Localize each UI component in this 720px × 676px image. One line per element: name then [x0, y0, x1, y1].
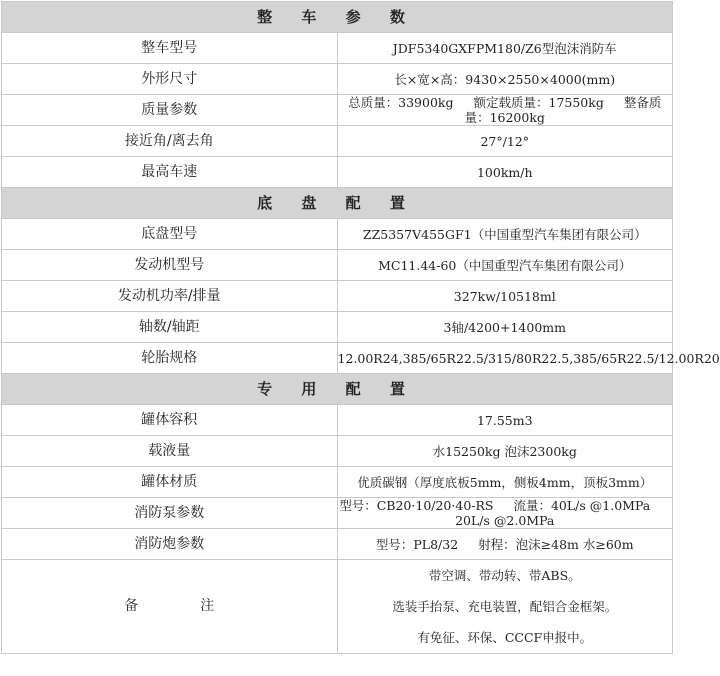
section-title-vehicle: 整 车 参 数: [2, 2, 673, 33]
monitor-value: [337, 529, 673, 560]
mass-curb: 整备质量：16200kg: [464, 95, 662, 125]
table-row: [2, 529, 673, 560]
dims-value: 长×宽×高：9430×2550×4000(mm): [337, 64, 673, 95]
notes-row: [2, 560, 673, 654]
notes-label: [2, 560, 338, 654]
load-value: 水15250kg 泡沫2300kg: [337, 436, 673, 467]
angles-label: 接近角/离去角: [2, 126, 338, 157]
mass-gross: 总质量：33900kg: [348, 95, 454, 110]
spec-table: [1, 1, 720, 654]
table-row: [2, 33, 673, 64]
mass-value: [337, 95, 673, 126]
tank-label: 罐体容积: [2, 405, 338, 436]
table-row: [2, 157, 673, 188]
angles-value: 27°/12°: [337, 126, 673, 157]
section-header-chassis: [2, 188, 673, 219]
dims-label: 外形尺寸: [2, 64, 338, 95]
notes-line-1: 带空调、带动转、带ABS。: [428, 568, 581, 583]
table-row: [2, 312, 673, 343]
mass-rated: 额定载质量：17550kg: [473, 95, 604, 110]
axle-label: 轴数/轴距: [2, 312, 338, 343]
pump-model: 型号：CB20·10/20·40-RS: [339, 498, 494, 513]
speed-label: 最高车速: [2, 157, 338, 188]
mass-label: 质量参数: [2, 95, 338, 126]
section-title-special: 专 用 配 置: [2, 374, 673, 405]
power-value: 327kw/10518ml: [337, 281, 673, 312]
notes-line-2: 选装手抬泵、充电装置，配铝合金框架。: [392, 599, 618, 614]
notes-line-3: 有免征、环保、CCCF申报中。: [417, 630, 593, 645]
tires-label: 轮胎规格: [2, 343, 338, 374]
table-row: [2, 64, 673, 95]
monitor-model: 型号：PL8/32: [375, 536, 459, 552]
notes-value: [337, 560, 673, 654]
load-label: 载液量: [2, 436, 338, 467]
engine-value: MC11.44-60（中国重型汽车集团有限公司）: [337, 250, 673, 281]
monitor-label: 消防炮参数: [2, 529, 338, 560]
material-value: 优质碳钢（厚度底板5mm，侧板4mm，顶板3mm）: [337, 467, 673, 498]
section-header-vehicle: [2, 2, 673, 33]
table-row: [2, 219, 673, 250]
monitor-range: 射程：泡沫≥48m 水≥60m: [478, 536, 634, 552]
pump-label: 消防泵参数: [2, 498, 338, 529]
table-row: [2, 95, 673, 126]
section-title-chassis: 底 盘 配 置: [2, 188, 673, 219]
chassis-model-label: 底盘型号: [2, 219, 338, 250]
vehicle-model-label: 整车型号: [2, 33, 338, 64]
table-row: [2, 405, 673, 436]
vehicle-model-value: JDF5340GXFPM180/Z6型泡沫消防车: [337, 33, 673, 64]
table-row: [2, 281, 673, 312]
power-label: 发动机功率/排量: [2, 281, 338, 312]
section-header-special: [2, 374, 673, 405]
tires-value: 12.00R24,385/65R22.5/315/80R22.5,385/65R22.5/12.00R20: [337, 343, 673, 374]
tank-value: 17.55m3: [337, 405, 673, 436]
table-row: [2, 467, 673, 498]
pump-flow-1: 流量：40L/s @1.0MPa: [513, 498, 651, 513]
table-row: [2, 343, 673, 374]
table-row: [2, 126, 673, 157]
pump-value: [337, 498, 673, 529]
pump-flow-2: 20L/s @2.0MPa: [455, 513, 555, 528]
table-row: [2, 250, 673, 281]
engine-label: 发动机型号: [2, 250, 338, 281]
notes-label-b: 注: [200, 598, 215, 615]
table-row: [2, 498, 673, 529]
table-row: [2, 436, 673, 467]
material-label: 罐体材质: [2, 467, 338, 498]
speed-value: 100km/h: [337, 157, 673, 188]
chassis-model-value: ZZ5357V455GF1（中国重型汽车集团有限公司）: [337, 219, 673, 250]
axle-value: 3轴/4200+1400mm: [337, 312, 673, 343]
notes-label-a: 备: [124, 598, 139, 615]
